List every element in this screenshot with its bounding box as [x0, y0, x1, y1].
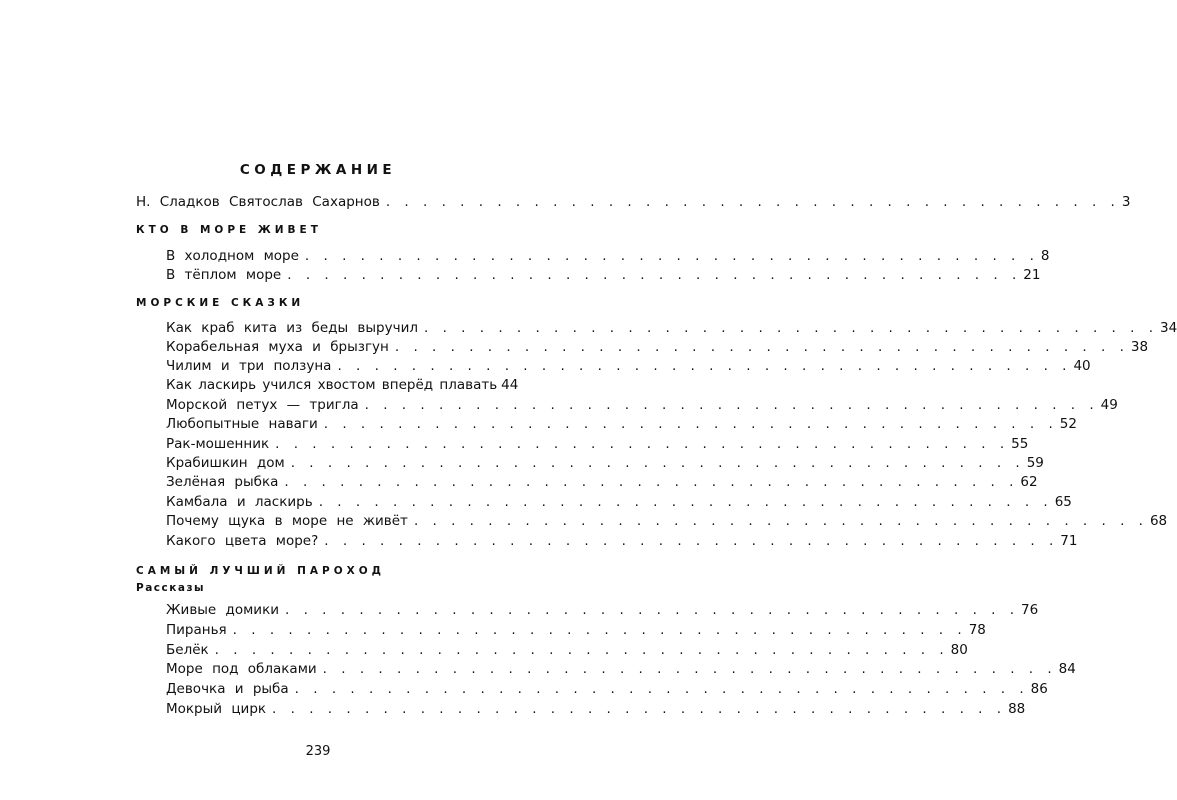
toc-entry [166, 532, 1078, 550]
toc-entry-title: Зелёная рыбка [166, 474, 279, 490]
toc-entry [166, 376, 519, 394]
toc-entry-page: 59 [1026, 455, 1044, 471]
dot-leader: . . . . . . . . . . . . . . . . . . . . . . . . . . . . . . . . . . . . . . . . [324, 533, 1059, 549]
toc-entry-page: 62 [1020, 474, 1038, 490]
toc-entry-page: 40 [1073, 358, 1091, 374]
section-heading: КТО В МОРЕ ЖИВЕТ [136, 224, 322, 236]
toc-entry-page: 88 [1008, 701, 1026, 717]
page-title: СОДЕРЖАНИЕ [239, 162, 397, 178]
toc-entry-title: Какого цвета море? [166, 533, 319, 549]
toc-entry-title: Рак-мошенник [166, 436, 270, 452]
dot-leader: . . . . . . . . . . . . . . . . . . . . . . . . . . . . . . . . . . . . . . . . [318, 494, 1053, 510]
toc-entry [166, 247, 1050, 265]
section-heading: САМЫЙ ЛУЧШИЙ ПАРОХОД [136, 565, 386, 577]
dot-leader: . . . . . . . . . . . . . . . . . . . . . . . . . . . . . . . . . . . . . . . . [337, 358, 1072, 374]
dot-leader: . . . . . . . . . . . . . . . . . . . . . . . . . . . . . . . . . . . . . . . . [272, 701, 1007, 717]
dot-leader: . . . . . . . . . . . . . . . . . . . . . . . . . . . . . . . . . . . . . . . . [322, 661, 1057, 677]
toc-entry-title: Камбала и ласкирь [166, 494, 313, 510]
toc-entry [166, 621, 986, 639]
toc-entry-page: 44 [501, 377, 519, 393]
dot-leader: . . . . . . . . . . . . . . . . . . . . . . . . . . . . . . . . . . . . . . . . [290, 455, 1025, 471]
toc-entry-title: Морской петух — тригла [166, 397, 359, 413]
toc-entry-title: Как краб кита из беды выручил [166, 320, 418, 336]
toc-entry [166, 660, 1076, 678]
toc-entry [166, 641, 968, 659]
toc-entry-page: 49 [1100, 397, 1118, 413]
toc-entry-title: Корабельная муха и брызгун [166, 339, 389, 355]
toc-entry-page: 34 [1160, 320, 1177, 336]
toc-entry-page: 38 [1130, 339, 1149, 355]
toc-entry-title: Чилим и три ползуна [166, 358, 332, 374]
toc-entry-title: Любопытные наваги [166, 416, 318, 432]
toc-entry [166, 338, 1149, 356]
toc-entry-title: В холодном море [166, 248, 299, 264]
toc-entry [166, 680, 1048, 698]
toc-entry-title: Н. Сладков Святослав Сахарнов [136, 194, 380, 210]
toc-entry-title: Белёк [166, 642, 209, 658]
toc-entry [166, 512, 1168, 530]
toc-entry-page: 80 [950, 642, 968, 658]
toc-entry [166, 493, 1072, 511]
toc-entry [166, 357, 1091, 375]
toc-entry-title: Море под облаками [166, 661, 317, 677]
toc-entry-title: Почему щука в море не живёт [166, 513, 408, 529]
dot-leader: . . . . . . . . . . . . . . . . . . . . . . . . . . . . . . . . . . . . . . . . [423, 320, 1158, 336]
toc-entry-title: Как ласкирь учился хвостом вперёд плавать [166, 377, 498, 393]
toc-entry-title: Мокрый цирк [166, 701, 267, 717]
toc-entry-page: 52 [1059, 416, 1077, 432]
toc-entry [166, 435, 1029, 453]
dot-leader: . . . . . . . . . . . . . . . . . . . . . . . . . . . . . . . . . . . . . . . . [323, 416, 1058, 432]
toc-entry [166, 396, 1118, 414]
section-subheading: Рассказы [136, 582, 206, 594]
toc-entry-page: 68 [1149, 513, 1168, 529]
toc-entry-page: 78 [968, 622, 986, 638]
dot-leader: . . . . . . . . . . . . . . . . . . . . . . . . . . . . . . . . . . . . . . . . [385, 194, 1120, 210]
dot-leader: . . . . . . . . . . . . . . . . . . . . . . . . . . . . . . . . . . . . . . . . [285, 602, 1020, 618]
toc-entry-title: В тёплом море [166, 267, 282, 283]
dot-leader: . . . . . . . . . . . . . . . . . . . . . . . . . . . . . . . . . . . . . . . . [413, 513, 1148, 529]
dot-leader: . . . . . . . . . . . . . . . . . . . . . . . . . . . . . . . . . . . . . . . . [364, 397, 1099, 413]
toc-entry-page: 3 [1121, 194, 1131, 210]
dot-leader: . . . . . . . . . . . . . . . . . . . . . . . . . . . . . . . . . . . . . . . . [232, 622, 967, 638]
toc-entry [166, 415, 1077, 433]
dot-leader: . . . . . . . . . . . . . . . . . . . . . . . . . . . . . . . . . . . . . . . . [287, 267, 1022, 283]
toc-entry-title: Крабишкин дом [166, 455, 285, 471]
dot-leader: . . . . . . . . . . . . . . . . . . . . . . . . . . . . . . . . . . . . . . . . [304, 248, 1039, 264]
toc-entry-page: 8 [1040, 248, 1050, 264]
section-heading: МОРСКИЕ СКАЗКИ [136, 297, 305, 309]
toc-entry-page: 55 [1011, 436, 1029, 452]
dot-leader: . . . . . . . . . . . . . . . . . . . . . . . . . . . . . . . . . . . . . . . . [275, 436, 1010, 452]
toc-entry-page: 71 [1060, 533, 1078, 549]
toc-entry [166, 473, 1038, 491]
toc-entry-title: Девочка и рыба [166, 681, 289, 697]
toc-entry [166, 601, 1039, 619]
dot-leader: . . . . . . . . . . . . . . . . . . . . . . . . . . . . . . . . . . . . . . . . [394, 339, 1129, 355]
dot-leader: . . . . . . . . . . . . . . . . . . . . . . . . . . . . . . . . . . . . . . . . [214, 642, 949, 658]
toc-entry-page: 21 [1023, 267, 1041, 283]
page-number: 239 [305, 744, 331, 759]
toc-entry [166, 319, 1177, 337]
toc-entry-page: 84 [1058, 661, 1076, 677]
toc-entry-page: 86 [1030, 681, 1048, 697]
toc-entry-page: 65 [1054, 494, 1072, 510]
dot-leader: . . . . . . . . . . . . . . . . . . . . . . . . . . . . . . . . . . . . . . . . [284, 474, 1019, 490]
toc-entry-intro [136, 193, 1131, 211]
toc-entry [166, 454, 1044, 472]
toc-entry-title: Пиранья [166, 622, 227, 638]
dot-leader: . . . . . . . . . . . . . . . . . . . . . . . . . . . . . . . . . . . . . . . . [294, 681, 1029, 697]
toc-entry-title: Живые домики [166, 602, 280, 618]
toc-entry [166, 266, 1041, 284]
toc-entry [166, 700, 1026, 718]
toc-entry-page: 76 [1021, 602, 1039, 618]
